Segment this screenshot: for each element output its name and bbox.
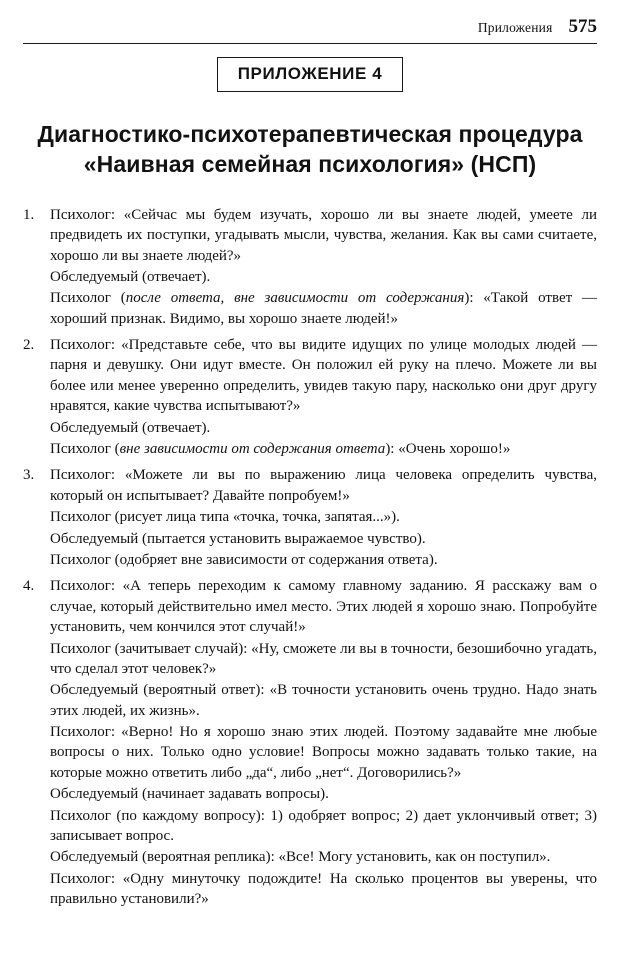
dialogue-text: Обследуемый (начинает задавать вопросы). [50, 786, 329, 803]
dialogue-text: Обследуемый (отвечает). [50, 419, 211, 436]
item-paragraphs [50, 335, 597, 460]
item-number: 2. [23, 337, 35, 354]
dialogue-paragraph [50, 806, 597, 847]
dialogue-paragraph [50, 722, 597, 783]
item-number: 1. [23, 206, 35, 223]
procedure-title: Диагностико-психотерапевтическая процедура «Наивная семейная психология» (НСП) [37, 121, 583, 178]
list-item [23, 465, 597, 571]
dialogue-text: Обследуемый (вероятная реплика): «Все! Могу установить, как он поступил». [50, 849, 551, 866]
dialogue-text: Психолог (одобряет вне зависимости от содержания ответа). [50, 551, 438, 568]
list-item [23, 205, 597, 330]
dialogue-paragraph [50, 335, 597, 417]
dialogue-text: Психолог: «Сейчас мы будем изучать, хорошо ли вы знаете людей, умеете ли предвидеть их поступки, угадывать мысли, чувства, желания. Как вы сами считаете, хорошо ли вы знаете людей?» [50, 206, 597, 264]
dialogue-text: Обследуемый (вероятный ответ): «В точности установить очень трудно. Надо знать этих людей, их жизнь». [50, 682, 597, 719]
dialogue-paragraph [50, 869, 597, 910]
dialogue-paragraph [50, 267, 597, 287]
dialogue-paragraph [50, 576, 597, 637]
dialogue-text: Обследуемый (пытается установить выражаемое чувство). [50, 530, 426, 547]
dialogue-paragraph [50, 288, 597, 329]
dialogue-text: Психолог (по каждому вопросу): 1) одобряет вопрос; 2) дает уклончивый ответ; 3) записывает вопрос. [50, 807, 597, 845]
dialogue-paragraph [50, 847, 597, 867]
page-number: 575 [568, 16, 597, 37]
dialogue-text: Психолог (рисует лица типа «точка, точка, запятая...»). [50, 509, 400, 526]
dialogue-paragraph [50, 550, 597, 570]
dialogue-text: Психолог ( [50, 441, 120, 458]
dialogue-paragraph [50, 507, 597, 527]
dialogue-text: Психолог: «Представьте себе, что вы видите идущих по улице молодых людей — парня и девушку. Они идут вместе. Он положил ей руку на плечо. Можете ли вы более или менее уверенно определить, увидев такую пару, насколько они друг другу нравятся, какие чувства испытывают?» [50, 337, 597, 415]
list-item [23, 576, 597, 910]
appendix-label: ПРИЛОЖЕНИЕ 4 [217, 57, 404, 92]
item-number: 3. [23, 467, 35, 484]
list-item [23, 335, 597, 460]
item-paragraphs [50, 576, 597, 910]
running-title: Приложения [477, 20, 553, 35]
dialogue-paragraph [50, 680, 597, 721]
item-paragraphs [50, 465, 597, 571]
dialogue-paragraph [50, 439, 597, 459]
item-number: 4. [23, 578, 35, 595]
procedure-list [23, 205, 597, 911]
dialogue-paragraph [50, 784, 597, 804]
dialogue-text: Психолог ( [50, 290, 126, 307]
page-header [23, 16, 597, 44]
dialogue-text: Психолог (зачитывает случай): «Ну, сможете ли вы в точности, безошибочно угадать, что сделал этот человек?» [50, 640, 597, 677]
stage-direction-text: после ответа, вне зависимости от содержания [125, 290, 465, 307]
dialogue-text: Обследуемый (отвечает). [50, 268, 211, 285]
dialogue-paragraph [50, 639, 597, 680]
dialogue-text: Психолог: «Одну минуточку подождите! На сколько процентов вы уверены, что правильно установили?» [50, 870, 597, 908]
dialogue-text: Психолог: «Можете ли вы по выражению лица человека определить чувства, который он испытывает? Давайте попробуем!» [50, 467, 597, 504]
dialogue-text: ): «Очень хорошо!» [385, 441, 511, 458]
appendix-box-wrap [23, 57, 597, 92]
dialogue-text: ): «Такой ответ — хороший признак. Видимо, вы хорошо знаете людей!» [50, 290, 597, 327]
stage-direction-text: вне зависимости от содержания ответа [119, 441, 386, 458]
dialogue-text: Психолог: «А теперь переходим к самому главному заданию. Я расскажу вам о случае, который действительно имел место. Этих людей я хорошо знаю. Попробуйте установить, чем кончился этот случай!» [50, 578, 597, 636]
dialogue-text: Психолог: «Верно! Но я хорошо знаю этих людей. Поэтому задавайте мне любые вопросы о них. Только одно условие! Вопросы можно задавать только такие, на которые можно ответить либо „да“, либо „нет“. Договорились?» [50, 724, 597, 781]
dialogue-paragraph [50, 529, 597, 549]
dialogue-paragraph [50, 465, 597, 506]
item-paragraphs [50, 205, 597, 330]
dialogue-paragraph [50, 205, 597, 266]
dialogue-paragraph [50, 418, 597, 438]
